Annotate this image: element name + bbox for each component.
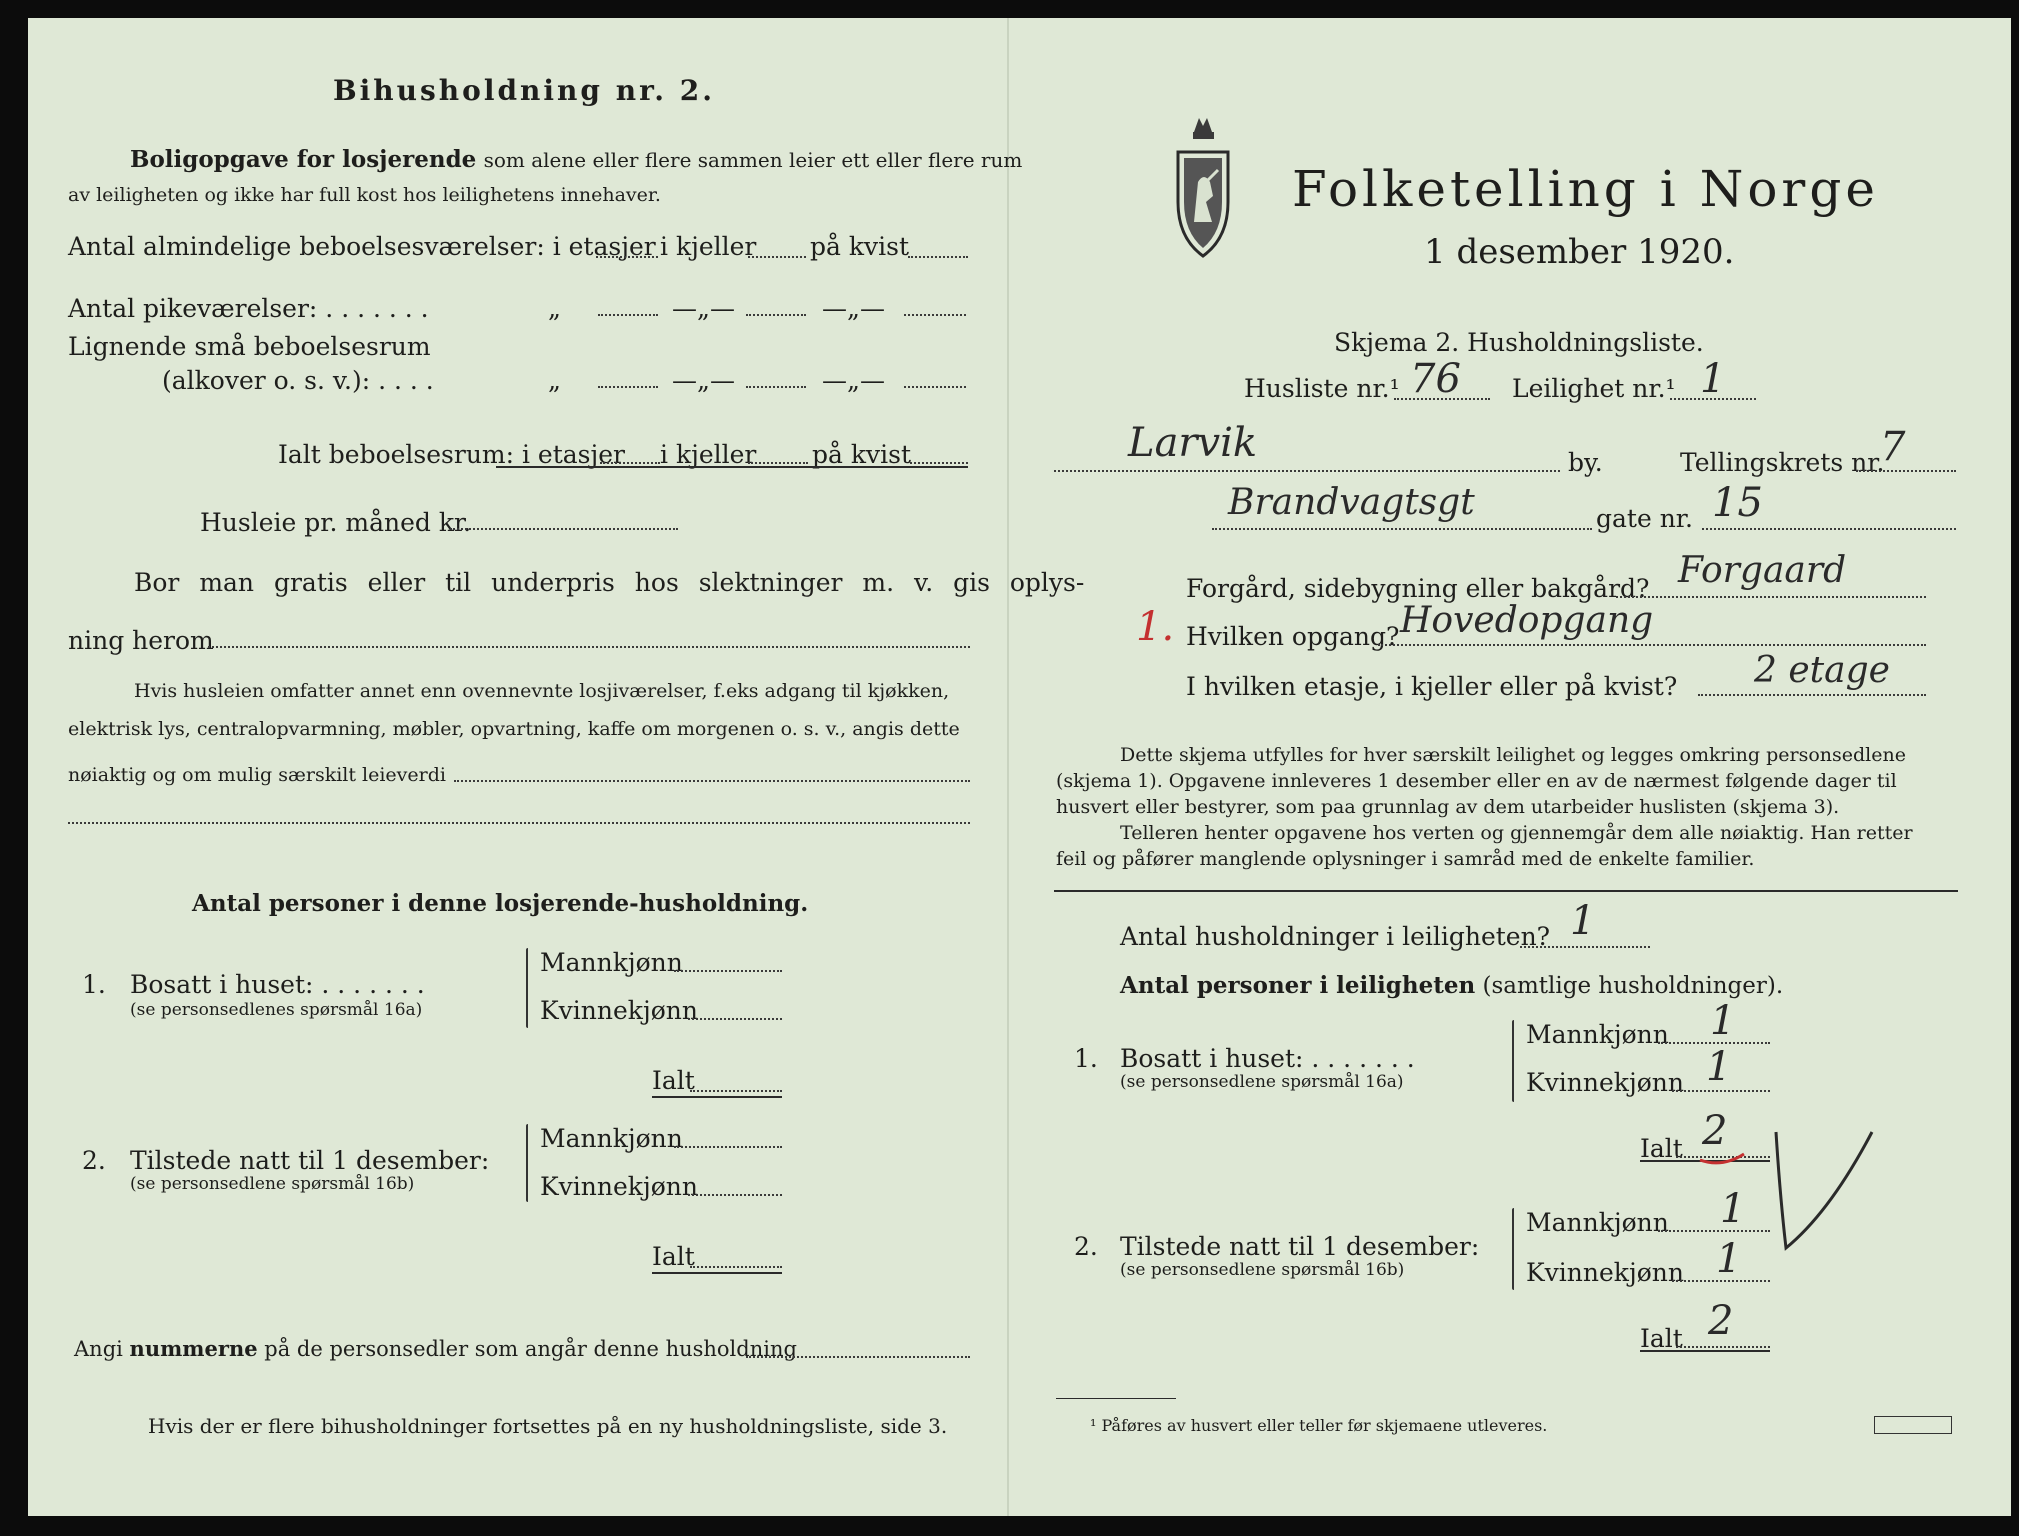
left-tilstede-ialt-label: Ialt xyxy=(652,1242,695,1271)
left-tilstede-mann-field[interactable] xyxy=(674,1146,782,1148)
left-tilstede-sub: (se personsedlene spørsmål 16b) xyxy=(130,1174,415,1194)
antal-pers-bold: Antal personer i leiligheten xyxy=(1120,972,1476,999)
right-tilstede-brace xyxy=(1512,1208,1514,1290)
left-tilstede-ialt-rule xyxy=(652,1272,782,1274)
left-intro-line2: av leiligheten og ikke har full kost hos leilighetens innehaver. xyxy=(68,184,661,206)
pike-kjeller-field[interactable] xyxy=(746,314,806,316)
rooms-label: Antal almindelige beboelsesværelser: i etasjer xyxy=(68,232,656,261)
printer-mark-box xyxy=(1874,1416,1952,1434)
right-bosatt-label: Bosatt i huset: . . . . . . . xyxy=(1120,1044,1415,1073)
left-tilstede-num: 2. xyxy=(82,1146,106,1175)
left-tilstede-mann-label: Mannkjønn xyxy=(540,1124,683,1153)
pike-ditto-1: „ xyxy=(548,294,561,323)
page-fold xyxy=(1007,18,1009,1516)
right-tilstede-num: 2. xyxy=(1074,1232,1098,1261)
leilighet-value: 1 xyxy=(1700,356,1726,402)
ialt-etasjer-field[interactable] xyxy=(600,462,660,464)
lign-etasjer-field[interactable] xyxy=(598,386,658,388)
bor-text-1: Bor man gratis eller til underpris hos slektninger m. v. gis oplys- xyxy=(134,568,1085,597)
right-footnote: ¹ Påføres av husvert eller teller før skjemaene utleveres. xyxy=(1090,1416,1548,1435)
etasje-value: 2 etage xyxy=(1754,650,1890,691)
opgang-value: Hovedopgang xyxy=(1400,600,1654,641)
gate-field[interactable] xyxy=(1212,528,1592,530)
right-section-rule xyxy=(1054,890,1958,892)
pike-ditto-3: —„— xyxy=(822,294,885,323)
angi-rest: på de personsedler som angår denne husholdning xyxy=(264,1337,797,1361)
right-bosatt-kvinne-label: Kvinnekjønn xyxy=(1526,1068,1684,1097)
left-bosatt-mann-label: Mannkjønn xyxy=(540,948,683,977)
right-tilstede-mann-value: 1 xyxy=(1720,1186,1746,1232)
instr-1: Dette skjema utfylles for hver særskilt leilighet og legges omkring personsedlene xyxy=(1120,744,1906,766)
hvis-text-3: nøiaktig og om mulig særskilt leieverdi xyxy=(68,764,446,786)
angi-1: Angi xyxy=(74,1337,123,1361)
bor-text-2: ning herom xyxy=(68,626,214,655)
right-tilstede-sub: (se personsedlene spørsmål 16b) xyxy=(1120,1260,1405,1280)
tellingskrets-value: 7 xyxy=(1880,424,1906,470)
right-tilstede-mann-label: Mannkjønn xyxy=(1526,1208,1669,1237)
rooms-kjeller-label: i kjeller xyxy=(660,232,757,261)
by-field[interactable] xyxy=(1054,470,1560,472)
right-title: Folketelling i Norge xyxy=(1292,160,1879,218)
antal-pers-line xyxy=(1120,972,1783,999)
lign-kjeller-field[interactable] xyxy=(746,386,806,388)
left-bosatt-ialt-label: Ialt xyxy=(652,1066,695,1095)
right-bosatt-kvinne-field[interactable] xyxy=(1672,1090,1770,1092)
gate-label: gate nr. xyxy=(1596,504,1693,533)
left-persons-heading: Antal personer i denne losjerende-husholdning. xyxy=(192,890,809,917)
right-tilstede-label: Tilstede natt til 1 desember: xyxy=(1120,1232,1480,1261)
forgaard-label: Forgård, sidebygning eller bakgård? xyxy=(1186,574,1650,603)
hvis-text-2: elektrisk lys, centralopvarmning, møbler, opvartning, kaffe om morgenen o. s. v., angis dette xyxy=(68,718,960,740)
left-intro-line1 xyxy=(130,146,1022,173)
left-tilstede-ialt-field[interactable] xyxy=(690,1266,782,1268)
left-bosatt-mann-field[interactable] xyxy=(674,970,782,972)
by-value: Larvik xyxy=(1128,420,1258,466)
skjema-label: Skjema 2. Husholdningsliste. xyxy=(1334,328,1704,357)
lign-ditto-1: „ xyxy=(548,366,561,395)
lign-label-1: Lignende små beboelsesrum xyxy=(68,332,431,361)
husliste-label: Husliste nr.¹ xyxy=(1244,374,1400,403)
by-label: by. xyxy=(1568,448,1603,477)
etasje-field[interactable] xyxy=(1698,694,1926,696)
angi-line xyxy=(74,1336,797,1361)
antal-hush-label: Antal husholdninger i leiligheten? xyxy=(1120,922,1551,951)
norwegian-coat-of-arms-icon xyxy=(1172,110,1234,262)
tellingskrets-field[interactable] xyxy=(1856,470,1956,472)
instr-5: feil og påfører manglende oplysninger i samråd med de enkelte familier. xyxy=(1056,848,1755,870)
instr-3: husvert eller bestyrer, som paa grunnlag av dem utarbeider huslisten (skjema 3). xyxy=(1056,796,1840,818)
left-tilstede-label: Tilstede natt til 1 desember: xyxy=(130,1146,490,1175)
bor-field[interactable] xyxy=(208,646,970,648)
ialt-rule xyxy=(496,466,968,468)
opgang-label: Hvilken opgang? xyxy=(1186,622,1400,651)
rooms-etasjer-field[interactable] xyxy=(596,256,658,258)
right-bosatt-ialt-label: Ialt xyxy=(1640,1134,1683,1163)
ialt-kjeller-field[interactable] xyxy=(748,462,808,464)
gate-value: Brandvagtsgt xyxy=(1228,482,1475,523)
left-bosatt-ialt-field[interactable] xyxy=(690,1090,782,1092)
intro-bold: Boligopgave for losjerende xyxy=(130,146,477,173)
right-bosatt-sub: (se personsedlene spørsmål 16a) xyxy=(1120,1072,1404,1092)
checkmark-icon xyxy=(1770,1126,1890,1254)
right-tilstede-mann-field[interactable] xyxy=(1658,1230,1770,1232)
left-bosatt-num: 1. xyxy=(82,970,106,999)
lign-kvist-field[interactable] xyxy=(904,386,966,388)
hvis-field-1[interactable] xyxy=(454,780,970,782)
lign-ditto-3: —„— xyxy=(822,366,885,395)
forgaard-field[interactable] xyxy=(1616,596,1926,598)
rooms-kjeller-field[interactable] xyxy=(748,256,806,258)
ialt-kvist-field[interactable] xyxy=(910,462,968,464)
left-bosatt-brace xyxy=(526,948,528,1028)
left-bosatt-kvinne-label: Kvinnekjønn xyxy=(540,996,698,1025)
lign-label-2: (alkover o. s. v.): . . . . xyxy=(162,366,434,395)
right-bosatt-brace xyxy=(1512,1020,1514,1102)
antal-pers-rest: (samtlige husholdninger). xyxy=(1482,973,1784,999)
red-underline-mark-icon xyxy=(1696,1148,1748,1168)
right-bosatt-ialt-value: 2 xyxy=(1702,1108,1728,1154)
left-tilstede-kvinne-label: Kvinnekjønn xyxy=(540,1172,698,1201)
husleie-label: Husleie pr. måned kr. xyxy=(200,508,472,537)
right-tilstede-ialt-field[interactable] xyxy=(1676,1346,1770,1348)
left-tilstede-brace xyxy=(526,1124,528,1202)
right-bosatt-mann-value: 1 xyxy=(1710,998,1736,1044)
right-tilstede-kvinne-value: 1 xyxy=(1716,1236,1742,1282)
left-bosatt-sub: (se personsedlenes spørsmål 16a) xyxy=(130,1000,423,1020)
right-tilstede-kvinne-label: Kvinnekjønn xyxy=(1526,1258,1684,1287)
right-tilstede-ialt-rule xyxy=(1640,1350,1770,1352)
rooms-kvist-label: på kvist xyxy=(810,232,909,261)
right-date: 1 desember 1920. xyxy=(1424,232,1735,272)
gate-nr-field[interactable] xyxy=(1702,528,1956,530)
intro-rest: som alene eller flere sammen leier ett eller flere rum xyxy=(483,148,1023,172)
ialt-kjeller-label: i kjeller xyxy=(660,440,757,469)
left-bosatt-kvinne-field[interactable] xyxy=(688,1018,782,1020)
hvis-text-1: Hvis husleien omfatter annet enn ovennevnte losjiværelser, f.eks adgang til kjøkken, xyxy=(134,680,950,702)
husliste-value: 76 xyxy=(1410,356,1461,402)
pike-ditto-2: —„— xyxy=(672,294,735,323)
right-bosatt-kvinne-value: 1 xyxy=(1706,1044,1732,1090)
left-footer: Hvis der er flere bihusholdninger fortsettes på en ny husholdningsliste, side 3. xyxy=(148,1414,948,1438)
tellingskrets-label: Tellingskrets nr. xyxy=(1680,448,1885,477)
right-tilstede-ialt-label: Ialt xyxy=(1640,1324,1683,1353)
hvis-field-2[interactable] xyxy=(68,822,970,824)
instr-2: (skjema 1). Opgavene innleveres 1 desember eller en av de nærmest følgende dager til xyxy=(1056,770,1897,792)
lign-ditto-2: —„— xyxy=(672,366,735,395)
ialt-kvist-label: på kvist xyxy=(812,440,911,469)
right-bosatt-mann-label: Mannkjønn xyxy=(1526,1020,1669,1049)
pike-kvist-field[interactable] xyxy=(904,314,966,316)
left-bosatt-ialt-rule xyxy=(652,1096,782,1098)
footnote-rule xyxy=(1056,1398,1176,1399)
husleie-field[interactable] xyxy=(450,528,678,530)
pike-etasjer-field[interactable] xyxy=(598,314,658,316)
right-bosatt-num: 1. xyxy=(1074,1044,1098,1073)
left-bosatt-label: Bosatt i huset: . . . . . . . xyxy=(130,970,425,999)
opgang-field[interactable] xyxy=(1378,644,1926,646)
antal-hush-value: 1 xyxy=(1570,898,1596,944)
angi-bold: nummerne xyxy=(129,1336,258,1361)
angi-field[interactable] xyxy=(746,1356,970,1358)
antal-hush-field[interactable] xyxy=(1520,946,1650,948)
forgaard-value: Forgaard xyxy=(1678,550,1847,591)
left-tilstede-kvinne-field[interactable] xyxy=(688,1194,782,1196)
opgang-mark: 1. xyxy=(1136,604,1175,650)
instr-4: Telleren henter opgavene hos verten og gjennemgår dem alle nøiaktig. Han retter xyxy=(1120,822,1913,844)
right-tilstede-ialt-value: 2 xyxy=(1708,1298,1734,1344)
ialt-rooms-label: Ialt beboelsesrum: i etasjer xyxy=(278,440,626,469)
rooms-kvist-field[interactable] xyxy=(908,256,968,258)
gate-nr-value: 15 xyxy=(1712,480,1763,526)
etasje-label: I hvilken etasje, i kjeller eller på kvist? xyxy=(1186,672,1678,701)
leilighet-label: Leilighet nr.¹ xyxy=(1512,374,1676,403)
pike-label: Antal pikeværelser: . . . . . . . xyxy=(68,294,429,323)
left-title: Bihusholdning nr. 2. xyxy=(333,74,715,107)
